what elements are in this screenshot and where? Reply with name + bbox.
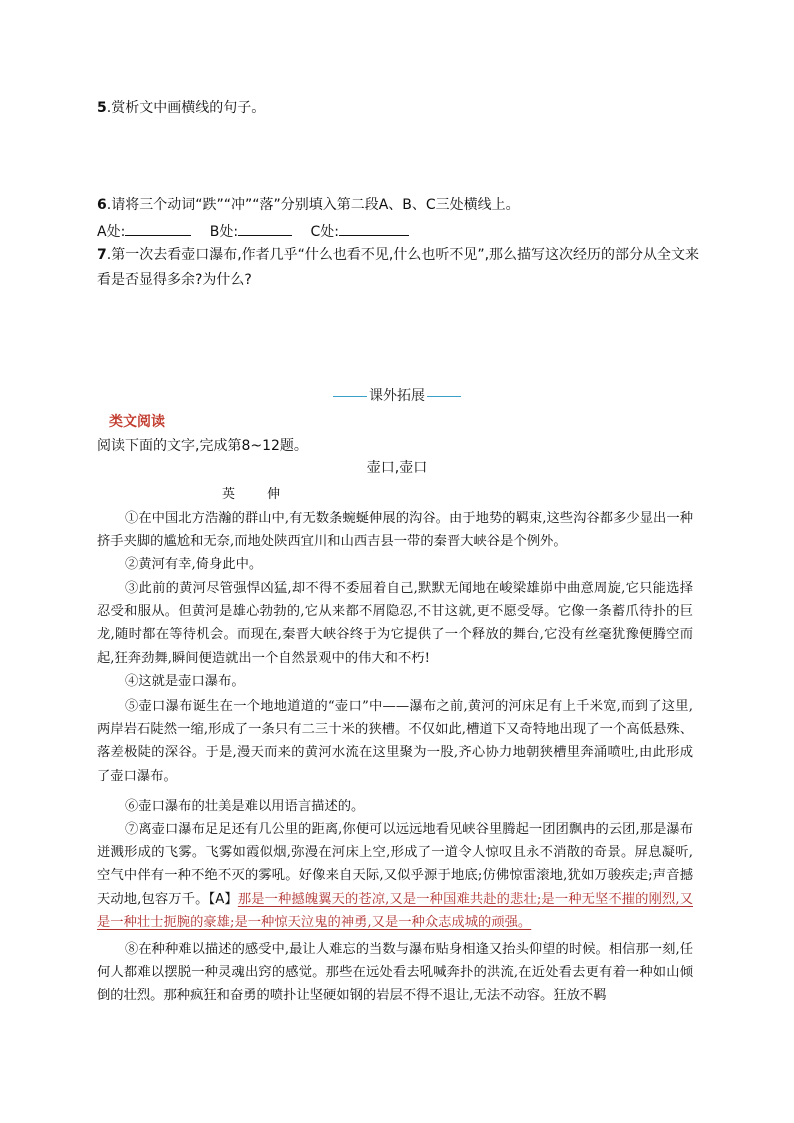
- answer-b-label: B处:: [209, 224, 239, 240]
- paragraph-7-text: ⑦离壶口瀑布足足还有几公里的距离,你便可以远远地看见峡谷里腾起一团团飘冉的云团,那是瀑布迸溅形成的飞雾。飞雾如霞似烟,弥漫在河床上空,形成了一道令人惊叹且永不消散的奇景。屏息凝听,空气中伴有一种不绝不灭的雾吼。好像来自天际,又似乎源于地底;仿佛惊雷滚地,犹如万骏疾走;声音撼天动地,包容万千。: [97, 822, 693, 907]
- article-author: 英 伸: [222, 487, 295, 502]
- question-7-cont: [97, 270, 252, 290]
- blank-marker-a: 【A】: [208, 891, 238, 907]
- question-number: 6: [97, 197, 107, 213]
- paragraph-8: ⑧在种种难以描述的感受中,最让人难忘的当数与瀑布贴身相逢又抬头仰望的时候。相信那一刻,任何人都难以摆脱一种灵魂出窍的感觉。那些在远处看去吼喊奔扑的洪流,在近处看去更有着一种如山倾倒的壮烈。那种疯狂和奋勇的喷扑让坚硬如钢的岩层不得不退让,无法不动容。狂放不羁: [97, 942, 693, 1004]
- question-number: 5: [97, 100, 107, 116]
- paragraph-1: ①在中国北方浩瀚的群山中,有无数条蜿蜒伸展的沟谷。由于地势的羁束,这些沟谷都多少显出一种挤手夹脚的尴尬和无奈,而地处陕西宜川和山西吉县一带的秦晋大峡谷是个例外。: [97, 511, 693, 550]
- question-5: [97, 98, 265, 118]
- underlined-sentence: 那是一种撼魄翼天的苍凉,又是一种国难共赴的悲壮;是一种无坚不摧的刚烈,又是一种壮士扼腕的豪雄;是一种惊天泣鬼的神勇,又是一种众志成城的顽强。: [97, 891, 693, 930]
- question-text: .请将三个动词“跌”“冲”“落”分别填入第二段A、B、C三处横线上。: [106, 197, 520, 213]
- section-rule-right: [427, 396, 461, 397]
- question-7: [97, 245, 699, 265]
- question-number: 7: [97, 247, 107, 263]
- answer-a-label: A处:: [97, 224, 126, 240]
- article-title: 壶口,壶口: [366, 460, 428, 476]
- question-6: [97, 195, 520, 215]
- answer-c-label: C处:: [310, 224, 340, 240]
- question-text: .赏析文中画横线的句子。: [106, 100, 266, 116]
- question-text-line1: .第一次去看壶口瀑布,作者几乎“什么也看不见,什么也听不见”,那么描写这次经历的部分从全文来: [106, 247, 700, 263]
- section-header: [0, 386, 794, 406]
- paragraph-5: ⑤壶口瀑布诞生在一个地地道道的“壶口”中——瀑布之前,黄河的河床足有上千米宽,而到了这里,两岸岩石陡然一缩,形成了一条只有二三十米的狭槽。不仅如此,槽道下又奇特地出现了一个高低悬殊、落差极陡的深谷。于是,漫天而来的黄河水流在这里聚为一股,齐心协力地朝狭槽里奔涌喷吐,由此形成了壶口瀑布。: [97, 699, 693, 784]
- answer-b-blank[interactable]: [238, 221, 292, 236]
- answer-a-blank[interactable]: [125, 221, 191, 236]
- paragraph-7: [97, 818, 693, 934]
- answer-blanks: [97, 221, 409, 242]
- instruction: 阅读下面的文字,完成第8~12题。: [97, 438, 308, 454]
- section-rule-left: [333, 396, 367, 397]
- paragraph-6: ⑥壶口瀑布的壮美是难以用语言描述的。: [125, 799, 365, 814]
- question-text-line2: 看是否显得多余?为什么?: [97, 272, 252, 288]
- paragraph-3: ③此前的黄河尽管强悍凶猛,却不得不委屈着自己,默默无闻地在峻梁雄峁中曲意周旋,它只能选择忍受和服从。但黄河是雄心勃勃的,它从来都不屑隐忍,不甘这就,更不愿受辱。它像一条蓄爪待扑的巨龙,随时都在等待机会。而现在,秦晋大峡谷终于为它提供了一个释放的舞台,它没有丝毫犹豫便腾空而起,狂奔劲舞,瞬间便造就出一个自然景观中的伟大和不朽!: [97, 581, 693, 666]
- paragraph-4: ④这就是壶口瀑布。: [125, 674, 245, 689]
- paragraph-2: ②黄河有幸,倚身此中。: [125, 557, 263, 572]
- subheading: 类文阅读: [109, 414, 165, 430]
- section-title: 课外拓展: [369, 388, 425, 404]
- answer-c-blank[interactable]: [339, 221, 409, 236]
